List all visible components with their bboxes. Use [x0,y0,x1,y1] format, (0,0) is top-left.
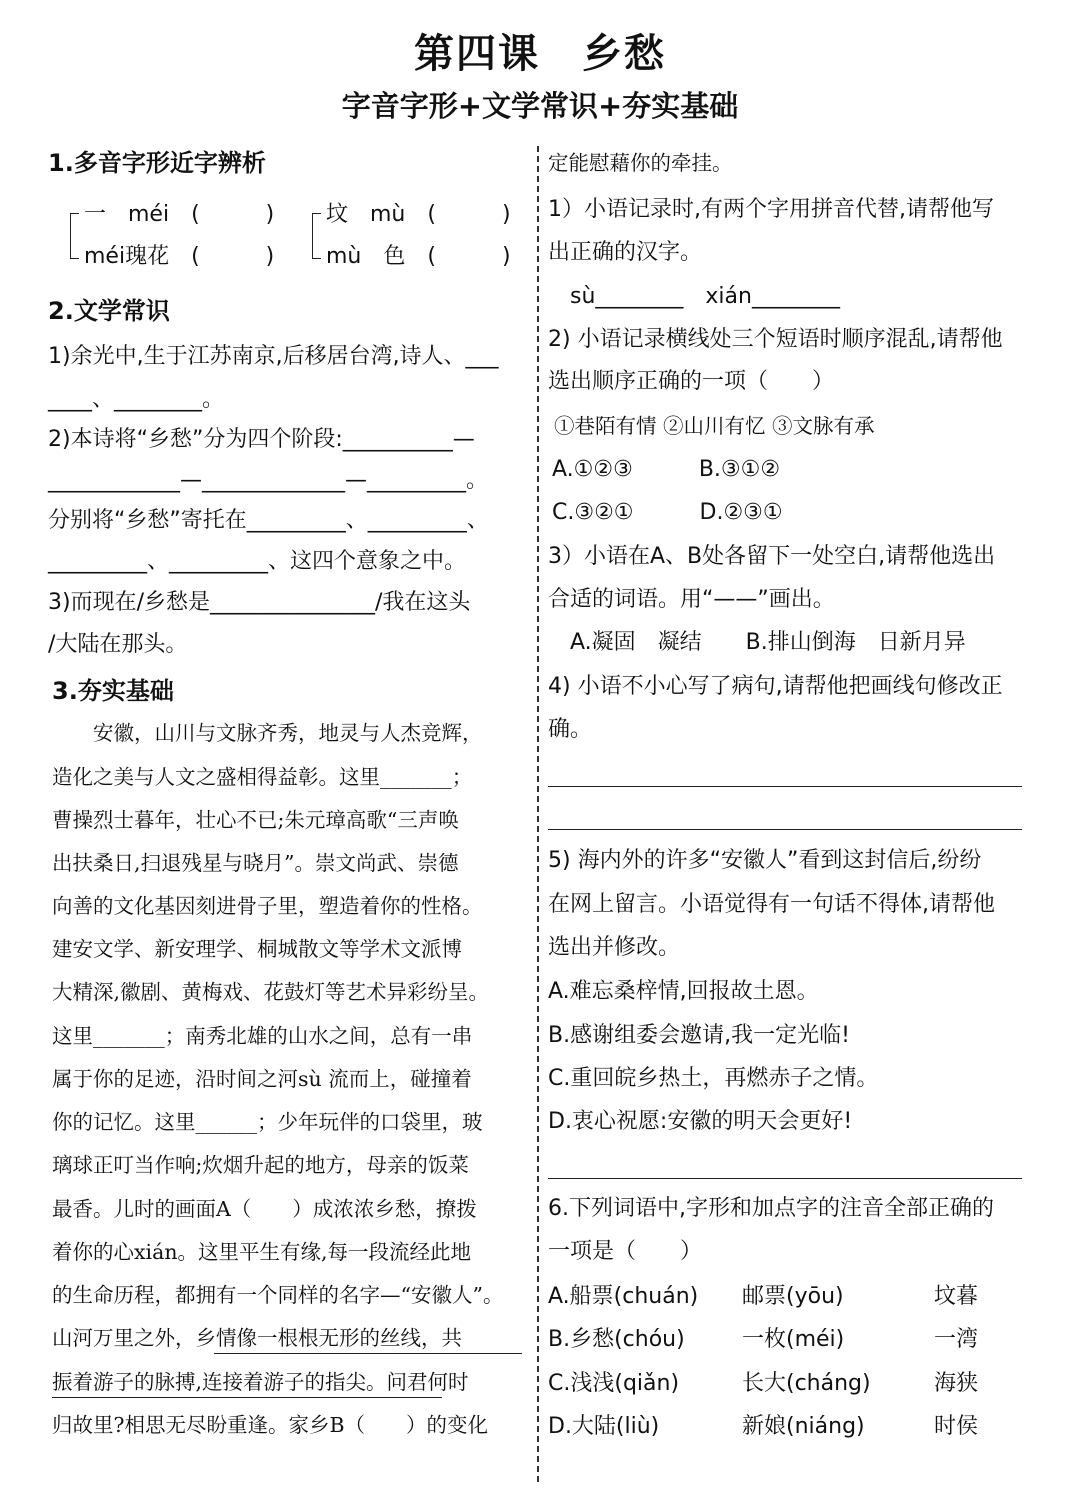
q4-answer-line[interactable] [548,829,1022,830]
lesson-subtitle: 字音字形+文学常识+夯实基础 [341,89,739,123]
passage-line: 你的记忆。这里______；少年玩伴的口袋里，玻 [52,1110,483,1134]
q2-phrases: ①巷陌有情 ②山川有忆 ③文脉有承 [554,414,875,438]
q6-option-a-3: 坟暮 [934,1284,979,1309]
q5-option-a[interactable]: A.难忘桑梓情,回报故土恩。 [548,979,819,1004]
q6-line: 一项是（ ） [548,1239,703,1264]
section3-heading: 3.夯实基础 [52,677,174,705]
flagged-sentence-underline [52,1397,442,1398]
s2-line: ____________—_____________—_________。 [48,468,489,493]
q6-option-d-1[interactable]: D.大陆(liù) [548,1414,660,1439]
passage-line: 振着游子的脉搏,连接着游子的指尖。问君何时 [52,1370,469,1394]
q5-option-d[interactable]: D.衷心祝愿:安徽的明天会更好! [548,1109,853,1134]
q6-option-a-2: 邮票(yōu) [742,1284,844,1309]
q6-option-c-3: 海狭 [934,1371,979,1396]
s2-line: 1)余光中,生于江苏南京,后移居台湾,诗人、___ [48,344,499,369]
q4-line: 确。 [548,717,593,742]
q1-answer-blanks[interactable]: sù________ xián________ [548,284,840,309]
s1-r1c1: 一 méi ( ) [84,202,275,227]
q2-line: 2) 小语记录横线处三个短语时顺序混乱,请帮他 [548,327,1003,352]
q6-option-d-2: 新娘(niáng) [742,1414,865,1439]
q5-answer-line[interactable] [548,1178,1022,1179]
s2-line: ____、________。 [48,387,225,412]
s2-line: 3)而现在/乡愁是_______________/我在这头 [48,590,471,615]
q6-option-c-2: 长大(cháng) [742,1371,871,1396]
passage-line: 造化之美与人文之盛相得益彰。这里_______； [52,765,473,789]
q1-line: 1）小语记录时,有两个字用拼音代替,请帮他写 [548,197,994,222]
q2-line: 选出顺序正确的一项（ ） [548,369,835,394]
passage-continuation: 定能慰藉你的牵挂。 [548,151,733,175]
bracket-right [312,213,321,259]
q6-option-b-3: 一湾 [934,1327,979,1352]
q6-option-d-3: 时侯 [934,1414,979,1439]
q5-line: 5) 海内外的许多“安徽人”看到这封信后,纷纷 [548,848,982,873]
q3-options[interactable]: A.凝固 凝结 B.排山倒海 日新月异 [548,630,966,655]
s1-r2c2: mù 色 ( ) [326,244,511,269]
passage-line: 着你的心xián。这里平生有缘,每一段流经此地 [52,1240,472,1264]
passage-line: 属于你的足迹，沿时间之河sù 流而上，碰撞着 [52,1067,472,1091]
q2-options[interactable]: C.③②① D.②③① [552,500,783,525]
passage-line: 的生命历程，都拥有一个同样的名字—“安徽人”。 [52,1283,504,1307]
passage-line: 归故里?相思无尽盼重逢。家乡B（ ）的变化 [52,1413,489,1437]
q5-option-c[interactable]: C.重回皖乡热土，再燃赤子之情。 [548,1066,879,1091]
q6-option-a-1[interactable]: A.船票(chuán) [548,1284,699,1309]
q6-line: 6.下列词语中,字形和加点字的注音全部正确的 [548,1196,994,1221]
q6-option-b-2: 一枚(méi) [742,1327,845,1352]
s2-line: _________、_________、这四个意象之中。 [48,549,467,574]
s2-line: 2)本诗将“乡愁”分为四个阶段:__________— [48,427,475,452]
passage-line: 建安文学、新安理学、桐城散文等学术文派博 [52,937,462,961]
column-divider [537,146,539,1482]
bracket-left [70,213,79,259]
q5-option-b[interactable]: B.感谢组委会邀请,我一定光临! [548,1023,850,1048]
passage-line: 曹操烈士暮年，壮心不已;朱元璋高歌“三声唤 [52,808,459,832]
s1-r1c2: 坟 mù ( ) [326,202,511,227]
lesson-title: 第四课 乡愁 [414,31,666,77]
q5-line: 在网上留言。小语觉得有一句话不得体,请帮他 [548,892,995,917]
passage-line: 璃球正叮当作响;炊烟升起的地方，母亲的饭菜 [52,1153,469,1177]
q1-line: 出正确的汉字。 [548,240,703,265]
q6-option-c-1[interactable]: C.浅浅(qiǎn) [548,1371,680,1396]
passage-line: 这里_______；南秀北雄的山水之间，总有一串 [52,1024,473,1048]
passage-line: 最香。儿时的画面A（ ）成浓浓乡愁，撩拨 [52,1197,477,1221]
q2-options[interactable]: A.①②③ B.③①② [552,457,781,482]
s1-r2c1: méi瑰花 ( ) [84,244,275,269]
q5-line: 选出并修改。 [548,935,681,960]
q4-answer-line[interactable] [548,786,1022,787]
q3-line: 合适的词语。用“——”画出。 [548,587,835,612]
passage-line: 向善的文化基因刻进骨子里，塑造着你的性格。 [52,894,483,918]
s2-line: 分别将“乡愁”寄托在_________、_________、 [48,508,489,533]
q6-option-b-1[interactable]: B.乡愁(chóu) [548,1327,685,1352]
s2-line: /大陆在那头。 [48,632,188,657]
q3-line: 3）小语在A、B处各留下一处空白,请帮他选出 [548,544,996,569]
flagged-sentence-underline [214,1353,522,1354]
q4-line: 4) 小语不小心写了病句,请帮他把画线句修改正 [548,674,1003,699]
passage-line: 山河万里之外，乡情像一根根无形的丝线，共 [52,1326,462,1350]
passage-line: 大精深,徽剧、黄梅戏、花鼓灯等艺术异彩纷呈。 [52,980,490,1004]
passage-line: 出扶桑日,扫退残星与晓月”。崇文尚武、崇德 [52,851,459,875]
passage-line: 安徽，山川与文脉齐秀，地灵与人杰竞辉， [52,721,483,745]
section2-heading: 2.文学常识 [48,297,170,325]
section1-heading: 1.多音字形近字辨析 [48,149,266,177]
